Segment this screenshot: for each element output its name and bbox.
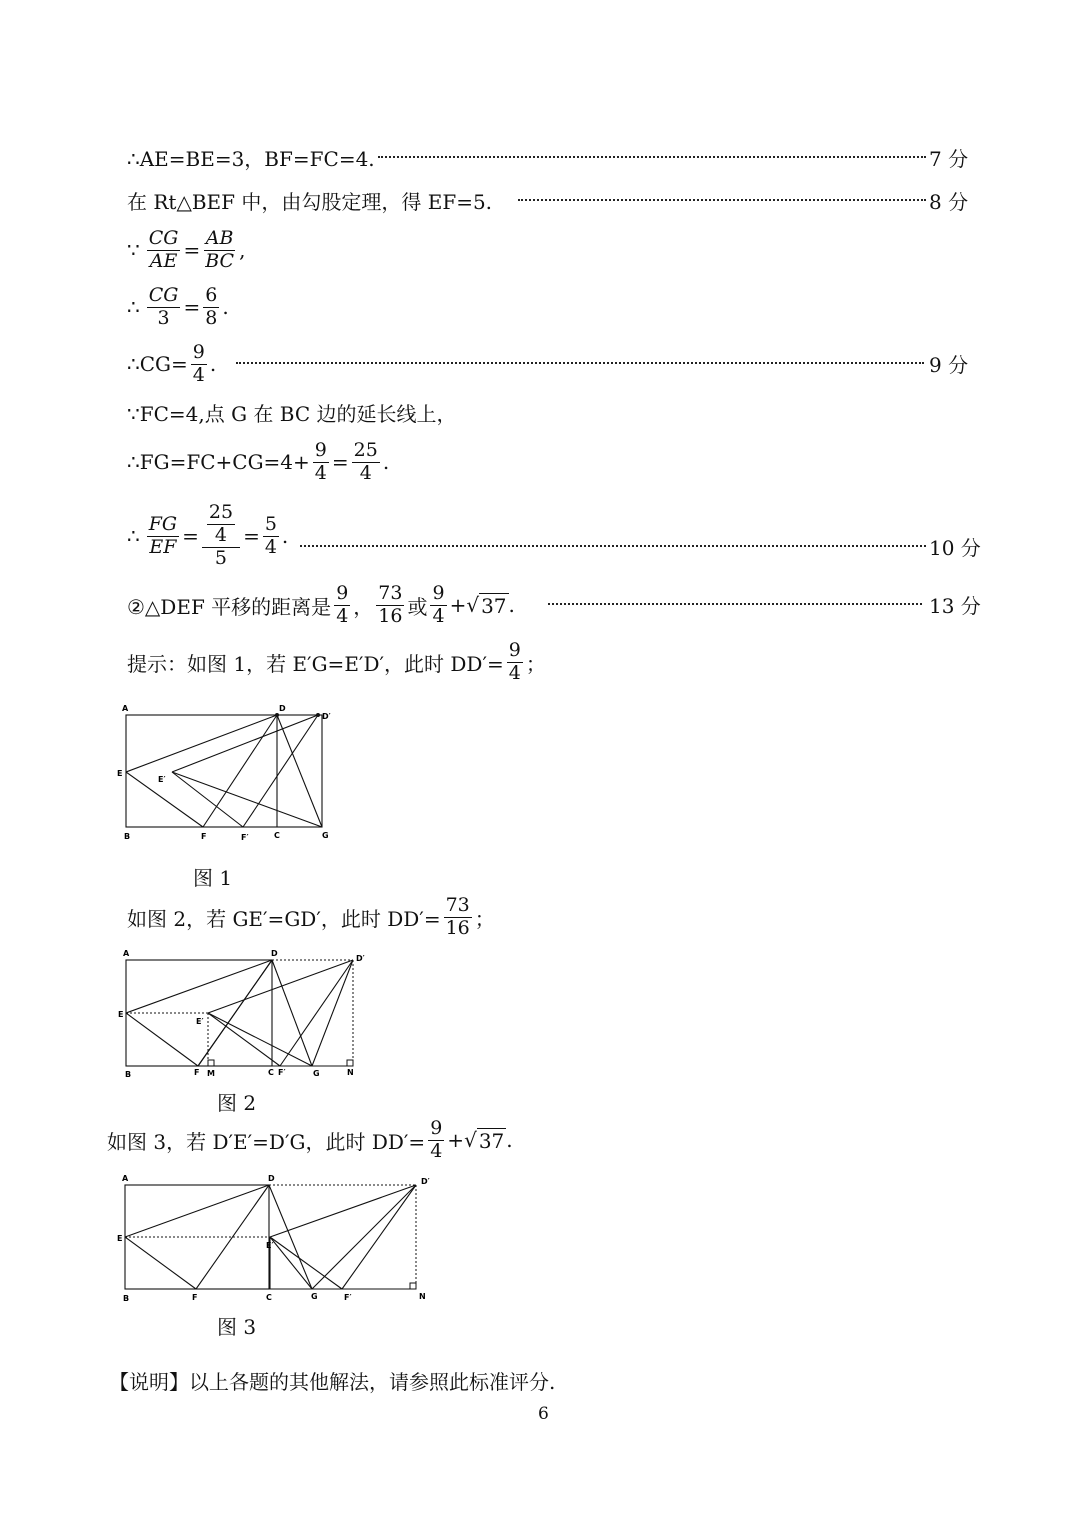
line-7-prefix: ∴FG=FC+CG=4+ bbox=[127, 450, 310, 474]
label-g: G bbox=[313, 1069, 320, 1078]
complex-denominator: 5 bbox=[214, 547, 228, 570]
segment-dg bbox=[277, 715, 322, 827]
denominator: 4 bbox=[508, 661, 521, 684]
label-f: F bbox=[194, 1068, 200, 1077]
label-d-prime: D′ bbox=[322, 712, 331, 721]
segment-df bbox=[203, 715, 277, 827]
numerator: AB bbox=[205, 226, 234, 249]
denominator: 4 bbox=[264, 535, 277, 558]
denominator: 16 bbox=[445, 916, 470, 939]
segment-d2f2 bbox=[280, 960, 353, 1066]
trailing-punct: . bbox=[508, 593, 515, 617]
therefore-symbol: ∴ bbox=[127, 524, 140, 548]
segment-e2g bbox=[208, 1013, 312, 1066]
hint-1-prefix: 提示：如图 1，若 E′G=E′D′，此时 DD′= bbox=[127, 651, 504, 676]
hint-line-3 bbox=[107, 1112, 513, 1168]
fraction-9-4 bbox=[334, 581, 350, 627]
or-word: 或 bbox=[407, 594, 428, 619]
radicand: 37 bbox=[478, 1128, 505, 1153]
hint-2-prefix: 如图 2，若 GE′=GD′，此时 DD′= bbox=[127, 906, 441, 931]
numerator: 73 bbox=[445, 893, 470, 916]
figure-2 bbox=[110, 945, 380, 1085]
fraction-fg-ef bbox=[147, 512, 179, 558]
segment-e2d2 bbox=[208, 960, 353, 1013]
denominator: 4 bbox=[214, 523, 228, 546]
line-2-text: 在 Rt△BEF 中，由勾股定理，得 EF=5. bbox=[127, 189, 493, 214]
segment-e2f2 bbox=[172, 772, 243, 827]
figure-1 bbox=[110, 700, 350, 845]
score-9: 9 分 bbox=[929, 353, 969, 377]
fraction-cg-ae bbox=[147, 226, 181, 272]
trailing-punct: ； bbox=[474, 906, 495, 931]
fraction-25-4 bbox=[207, 500, 235, 547]
radical-icon: √ bbox=[466, 592, 480, 617]
trailing-punct: ； bbox=[525, 651, 546, 676]
leader-dots-9 bbox=[548, 603, 922, 605]
label-b: B bbox=[123, 1294, 130, 1303]
fraction-ab-bc bbox=[203, 226, 236, 272]
label-d-prime: D′ bbox=[421, 1177, 430, 1186]
segment-ef bbox=[125, 1237, 196, 1289]
numerator: 5 bbox=[264, 512, 277, 535]
denominator: 4 bbox=[432, 604, 445, 627]
leader-dots-5 bbox=[236, 362, 924, 364]
segment-ed bbox=[125, 1185, 269, 1237]
hint-line-2 bbox=[127, 889, 495, 945]
denominator: 4 bbox=[430, 1139, 443, 1162]
right-angle-mark-n bbox=[347, 1060, 353, 1066]
label-g: G bbox=[311, 1292, 318, 1301]
label-b: B bbox=[125, 1070, 132, 1079]
segment-d2g bbox=[312, 960, 353, 1066]
trailing-punct: . bbox=[209, 352, 217, 376]
solution-line-4 bbox=[127, 279, 229, 335]
label-f: F bbox=[192, 1293, 198, 1302]
numerator: 9 bbox=[314, 438, 327, 461]
label-a: A bbox=[123, 949, 130, 958]
score-8: 8 分 bbox=[929, 190, 969, 214]
label-c: C bbox=[274, 831, 280, 840]
plus-sign: + bbox=[447, 1128, 465, 1152]
hint-3-prefix: 如图 3，若 D′E′=D′G，此时 DD′= bbox=[107, 1129, 426, 1154]
numerator: 9 bbox=[430, 1116, 443, 1139]
numerator: 9 bbox=[432, 581, 445, 604]
square-root bbox=[464, 1128, 506, 1153]
therefore-symbol: ∴ bbox=[127, 295, 140, 319]
segment-d2f2 bbox=[342, 1185, 416, 1289]
label-e: E bbox=[117, 1234, 123, 1243]
complex-fraction bbox=[202, 500, 240, 570]
figure-3-caption: 图 3 bbox=[217, 1315, 257, 1339]
solution-line-1 bbox=[127, 143, 375, 171]
trailing-punct: . bbox=[506, 1128, 513, 1152]
leader-dots-8 bbox=[300, 545, 926, 547]
right-angle-mark-m bbox=[208, 1060, 214, 1066]
numerator: 9 bbox=[192, 340, 205, 363]
segment-dg bbox=[272, 960, 312, 1066]
segment-ed bbox=[126, 715, 277, 772]
leader-dots-2 bbox=[518, 199, 926, 201]
numerator: CG bbox=[148, 226, 179, 249]
fraction-6-8 bbox=[203, 283, 219, 329]
numerator: CG bbox=[148, 283, 179, 306]
numerator: FG bbox=[148, 512, 178, 535]
label-d-prime: D′ bbox=[356, 954, 365, 963]
label-e-prime: E′ bbox=[196, 1017, 204, 1026]
label-d: D bbox=[279, 704, 286, 713]
numerator: 25 bbox=[353, 438, 378, 461]
label-f-prime: F′ bbox=[241, 833, 249, 842]
segment-e2g bbox=[172, 772, 322, 827]
label-c: C bbox=[268, 1068, 274, 1077]
page-number-text: 6 bbox=[538, 1404, 549, 1424]
denominator: AE bbox=[149, 249, 178, 272]
numerator: 73 bbox=[378, 581, 403, 604]
label-m: M bbox=[207, 1069, 215, 1078]
radical-icon: √ bbox=[464, 1127, 477, 1152]
denominator: 8 bbox=[205, 306, 218, 329]
fraction-9-4 bbox=[313, 438, 329, 484]
equals-sign: = bbox=[183, 238, 201, 262]
fraction-9-4-b bbox=[430, 581, 446, 627]
segment-d2g bbox=[312, 1185, 416, 1289]
square-root bbox=[466, 593, 508, 618]
equals-sign: = bbox=[331, 450, 349, 474]
solution-line-2 bbox=[127, 186, 492, 214]
fraction-5-4 bbox=[263, 512, 279, 558]
denominator: 4 bbox=[314, 461, 327, 484]
note-text: 【说明】以上各题的其他解法，请参照此标准评分. bbox=[109, 1369, 556, 1394]
denominator: 4 bbox=[359, 461, 372, 484]
label-a: A bbox=[122, 704, 129, 713]
label-n: N bbox=[347, 1068, 354, 1077]
score-7: 7 分 bbox=[929, 147, 969, 171]
page-number bbox=[538, 1403, 549, 1425]
right-angle-mark-n bbox=[410, 1283, 416, 1289]
segment-dg bbox=[269, 1185, 312, 1289]
segment-e2f2 bbox=[208, 1013, 280, 1066]
separator: ， bbox=[353, 594, 374, 619]
label-d: D bbox=[268, 1174, 275, 1183]
label-e-prime: E′ bbox=[266, 1241, 274, 1250]
complex-numerator bbox=[202, 500, 240, 549]
figure-3 bbox=[110, 1170, 440, 1310]
equals-sign-2: = bbox=[243, 524, 260, 548]
numerator: 9 bbox=[336, 581, 349, 604]
line-1-text: ∴AE=BE=3，BF=FC=4. bbox=[127, 146, 375, 171]
leader-dots-1 bbox=[378, 156, 926, 158]
figure-1-caption: 图 1 bbox=[193, 866, 233, 890]
score-10: 10 分 bbox=[929, 536, 981, 560]
label-e: E bbox=[117, 769, 123, 778]
because-symbol: ∵ bbox=[127, 238, 140, 262]
numerator: 6 bbox=[205, 283, 218, 306]
denominator: BC bbox=[205, 249, 235, 272]
label-a: A bbox=[122, 1174, 129, 1183]
segment-ed bbox=[126, 960, 272, 1013]
fraction-9-4 bbox=[428, 1116, 444, 1162]
label-e: E bbox=[118, 1010, 124, 1019]
fraction-9-4 bbox=[507, 638, 523, 684]
plus-sign: + bbox=[449, 593, 467, 617]
hint-line-1 bbox=[127, 634, 546, 690]
numerator: 25 bbox=[208, 500, 234, 523]
note-line bbox=[109, 1366, 555, 1394]
score-13: 13 分 bbox=[929, 594, 981, 618]
fraction-cg-3 bbox=[147, 283, 181, 329]
solution-line-5 bbox=[127, 336, 216, 392]
denominator: 4 bbox=[336, 604, 349, 627]
label-g: G bbox=[322, 831, 329, 840]
numerator: 9 bbox=[508, 638, 521, 661]
label-n: N bbox=[419, 1292, 426, 1301]
segment-e2d2 bbox=[270, 1185, 416, 1237]
solution-line-9 bbox=[127, 577, 515, 633]
line-5-prefix: ∴CG= bbox=[127, 352, 188, 376]
equals-sign: = bbox=[182, 524, 199, 548]
fraction-73-16 bbox=[444, 893, 472, 939]
label-f: F bbox=[201, 832, 207, 841]
solution-line-7 bbox=[127, 434, 389, 490]
segment-ef bbox=[126, 1013, 198, 1066]
rectangle-abcd bbox=[126, 715, 322, 827]
label-c: C bbox=[266, 1293, 272, 1302]
fraction-25-4 bbox=[352, 438, 380, 484]
label-f-prime: F′ bbox=[278, 1068, 286, 1077]
solution-line-6 bbox=[127, 398, 457, 426]
figure-2-caption: 图 2 bbox=[217, 1091, 257, 1115]
label-d: D bbox=[271, 949, 278, 958]
fraction-9-4 bbox=[191, 340, 207, 386]
solution-line-8 bbox=[127, 496, 288, 576]
denominator: 4 bbox=[192, 363, 205, 386]
trailing-punct: . bbox=[222, 295, 229, 319]
line-9-prefix: ②△DEF 平移的距离是 bbox=[127, 594, 332, 619]
trailing-punct: . bbox=[382, 450, 390, 474]
label-f-prime: F′ bbox=[344, 1293, 352, 1302]
radicand: 37 bbox=[481, 593, 507, 618]
equals-sign: = bbox=[183, 295, 201, 319]
solution-line-3 bbox=[127, 222, 245, 278]
denominator: 16 bbox=[378, 604, 403, 627]
label-b: B bbox=[124, 832, 131, 841]
denominator: EF bbox=[149, 535, 177, 558]
trailing-punct: , bbox=[239, 238, 246, 262]
denominator: 3 bbox=[157, 306, 170, 329]
trailing-punct: . bbox=[281, 524, 289, 548]
label-e-prime: E′ bbox=[158, 775, 166, 784]
line-6-text: ∵FC=4,点 G 在 BC 边的延长线上， bbox=[127, 401, 457, 426]
fraction-73-16 bbox=[376, 581, 404, 627]
segment-d2f2 bbox=[243, 715, 318, 827]
